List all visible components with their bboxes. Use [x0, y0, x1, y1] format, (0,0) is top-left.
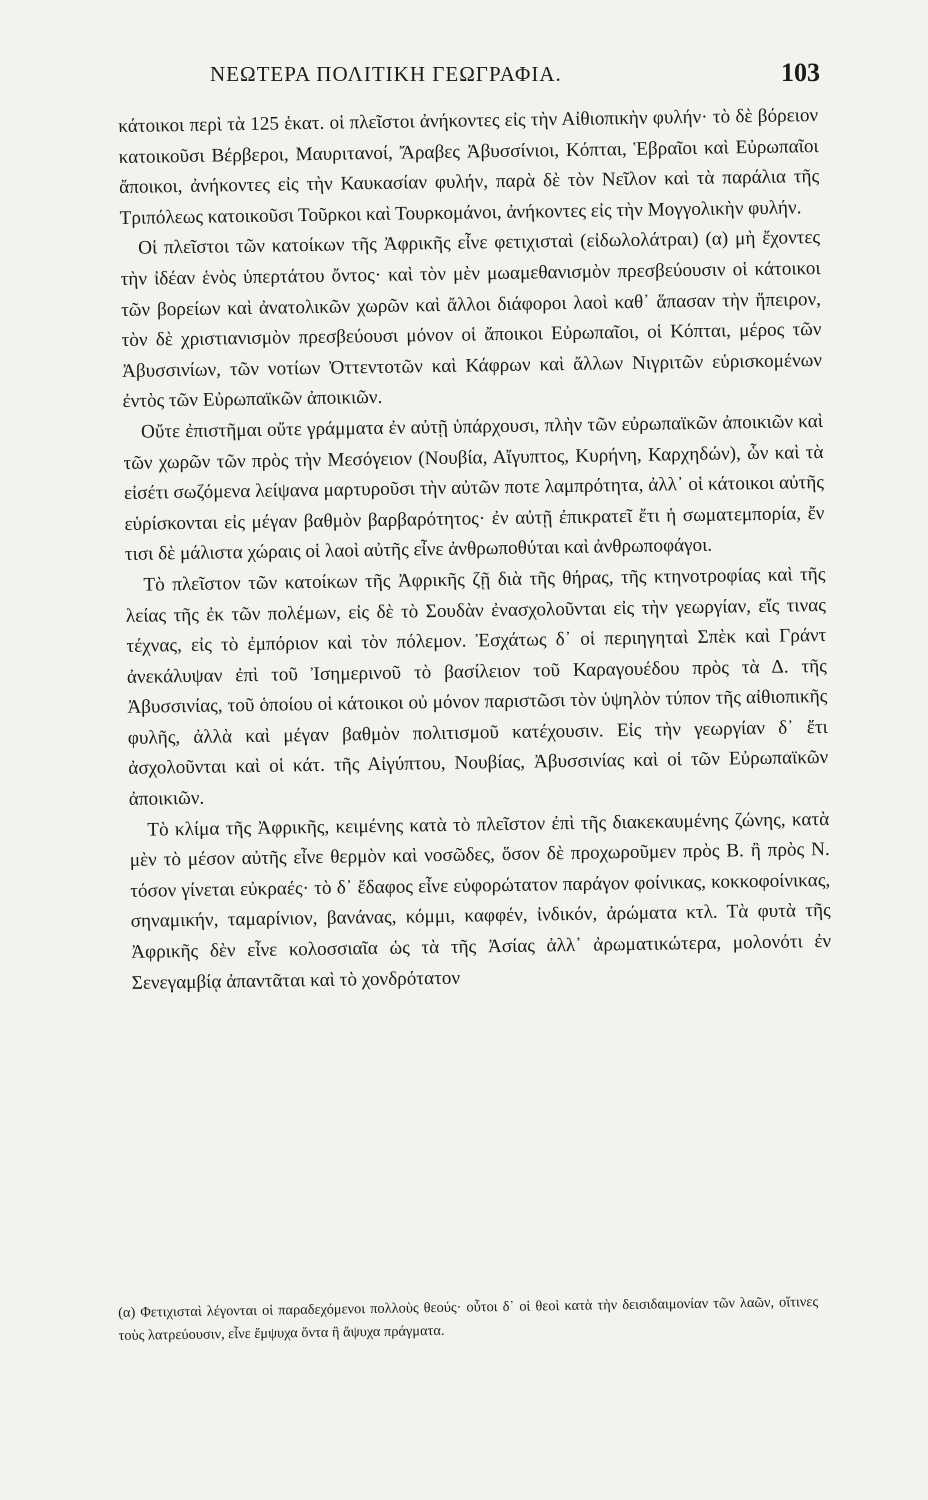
paragraph-sciences: Οὔτε ἐπιστῆμαι οὔτε γράμματα ἐν αὐτῇ ὑπάρχουσι, πλὴν τῶν εὐρωπαϊκῶν ἀποικιῶν καὶ τῶν χωρῶν τῶν πρὸς τὴν Μεσόγειον (Νουβία, Αἴγυπτος, Κυρήνη, Καρχηδών), ὧν καὶ τὰ εἰσέτι σωζόμενα λείψανα μαρτυροῦσι τὴν αὐτῶν ποτε λαμπρότητα, ἀλλ᾽ οἱ κάτοικοι αὐτῆς εὑρίσκονται εἰς μέγαν βαθμὸν βαρβαρότητος· ἐν αὐτῇ ἐπικρατεῖ ἔτι ἡ σωματεμπορία, ἔν τισι δὲ μάλιστα χώραις οἱ λαοὶ αὐτῆς εἶνε ἀνθρωποθύται καὶ ἀνθρωποφάγοι.	[123, 410, 825, 566]
footnotes	[118, 1291, 819, 1348]
running-head	[110, 58, 820, 102]
footnote-a: (α) Φετιχισταὶ λέγονται οἱ παραδεχόμενοι πολλοὺς θεούς· οὗτοι δ᾽ οἱ θεοὶ κατὰ τὴν δεισιδαιμονίαν τῶν λαῶν, οἵτινες τοὺς λατρεύουσιν, εἶνε ἔμψυχα ὄντα ἢ ἄψυχα πράγματα.	[118, 1294, 819, 1344]
running-title: ΝΕΩΤΕΡΑ ΠΟΛΙΤΙΚΗ ΓΕΩΓΡΑΦΙΑ.	[210, 62, 562, 86]
page-number: 103	[781, 58, 820, 87]
paragraph-religion: Οἱ πλεῖστοι τῶν κατοίκων τῆς Ἀφρικῆς εἶνε φετιχισταὶ (εἰδωλολάτραι) (α) μὴ ἔχοντες τὴν ἰδέαν ἑνὸς ὑπερτάτου ὄντος· καὶ τὸν μὲν μωαμεθανισμὸν πρεσβεύουσιν οἱ κάτοικοι τῶν βορείων καὶ ἀνατολικῶν χωρῶν καὶ ἄλλοι διάφοροι λαοὶ καθ᾽ ἅπασαν τὴν ἤπειρον, τὸν δὲ χριστιανισμὸν πρεσβεύουσι μόνον οἱ ἄποικοι Εὐρωπαῖοι, οἱ Κόπται, μέρος τῶν Ἀβυσσινίων, τῶν νοτίων Ὀττεντοτῶν καὶ Κάφρων καὶ ἄλλων Νιγριτῶν εὑρισκομένων ἐντὸς τῶν Εὐρωπαϊκῶν ἀποικιῶν.	[120, 227, 823, 413]
paragraph-climate: Τὸ κλίμα τῆς Ἀφρικῆς, κειμένης κατὰ τὸ πλεῖστον ἐπὶ τῆς διακεκαυμένης ζώνης, κατὰ μὲν τὸ μέσον αὐτῆς εἶνε θερμὸν καὶ νοσῶδες, ὅσον δὲ προχωροῦμεν πρὸς Β. ἢ πρὸς Ν. τόσον γίνεται εὐκραές· τὸ δ᾽ ἔδαφος εἶνε εὐφορώτατον παράγον φοίνικας, κοκκοφοίνικας, σηναμικήν, ταμαρίνιον, βανάνας, κόμμι, καφφέν, ἰνδικόν, ἀρώματα κτλ. Τὰ φυτὰ τῆς Ἀφρικῆς δὲν εἶνε κολοσσιαῖα ὡς τὰ τῆς Ἀσίας ἀλλ᾽ ἀρωματικώτερα, μολονότι ἐν Σενεγαμβίᾳ ἀπαντᾶται καὶ τὸ χονδρότατον	[129, 808, 832, 994]
body-text	[118, 101, 832, 999]
paragraph-continuation: κάτοικοι περὶ τὰ 125 ἑκατ. οἱ πλεῖστοι ἀνήκοντες εἰς τὴν Αἰθιοπικὴν φυλήν· τὸ δὲ βόρειον κατοικοῦσι Βέρβεροι, Μαυριτανοί, Ἄραβες Ἀβυσσίνιοι, Κόπται, Ἑβραῖοι καὶ Εὐρωπαῖοι ἄποικοι, ἀνήκοντες εἰς τὴν Καυκασίαν φυλήν, παρὰ δὲ τὸν Νεῖλον καὶ τὰ παράλια τῆς Τριπόλεως κατοικοῦσι Τοῦρκοι καὶ Τουρκομάνοι, ἀνήκοντες εἰς τὴν Μογγολικὴν φυλήν.	[118, 105, 820, 229]
paragraph-occupations: Τὸ πλεῖστον τῶν κατοίκων τῆς Ἀφρικῆς ζῇ διὰ τῆς θήρας, τῆς κτηνοτροφίας καὶ τῆς λείας τῆς ἐκ τῶν πολέμων, εἰς δὲ τὸ Σουδὰν ἐνασχολοῦνται εἰς τὴν γεωργίαν, εἴς τινας τέχνας, εἰς τὸ ἐμπόριον καὶ τὸν πόλεμον. Ἐσχάτως δ᾽ οἱ περιηγηταὶ Σπὲκ καὶ Γράντ ἀνεκάλυψαν ἐπὶ τοῦ Ἰσημερινοῦ τὸ βασίλειον τοῦ Καραγουέδου πρὸς τὰ Δ. τῆς Ἀβυσσινίας, τοῦ ὁποίου οἱ κάτοικοι οὐ μόνον παριστῶσι τὸν ὑψηλὸν τύπον τῆς αἰθιοπικῆς φυλῆς, ἀλλὰ καὶ μέγαν βαθμὸν πολιτισμοῦ κατέχουσιν. Εἰς τὴν γεωργίαν δ᾽ ἔτι ἀσχολοῦνται καὶ οἱ κάτ. τῆς Αἰγύπτου, Νουβίας, Ἀβυσσινίας καὶ οἱ τῶν Εὐρωπαϊκῶν ἀποικιῶν.	[125, 563, 829, 810]
